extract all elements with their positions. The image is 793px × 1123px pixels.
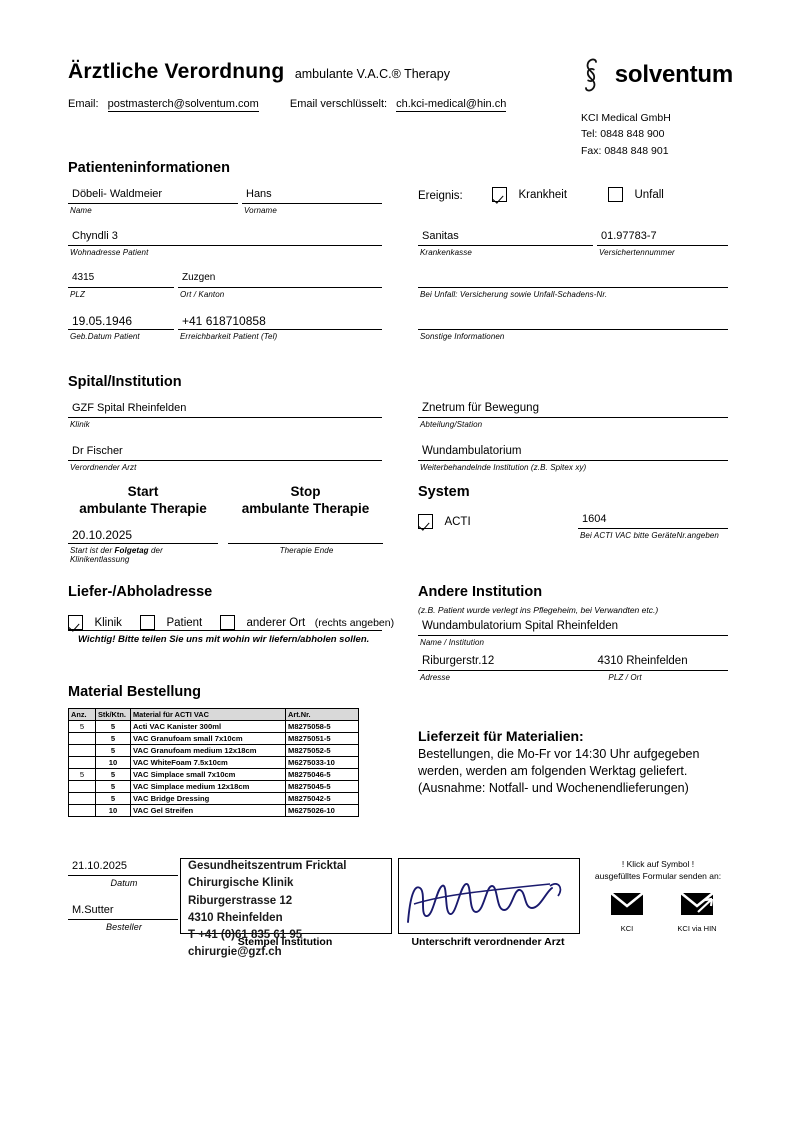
send-kci-label: KCI (620, 924, 634, 933)
klinik-label: Klinik (94, 616, 122, 629)
send-hin-button[interactable] (666, 892, 728, 933)
field-geburtsdatum-value: 19.05.1946 (72, 314, 133, 328)
acti-label: ACTI (444, 515, 471, 528)
cell-stk: 10 (96, 757, 131, 769)
material-table-body (69, 721, 359, 817)
patient-label: Patient (166, 616, 203, 629)
field-weiterbehandelnde-institution[interactable] (418, 445, 728, 472)
table-row[interactable] (69, 805, 359, 817)
field-wohnadresse[interactable] (68, 230, 382, 257)
patient-checkbox-icon[interactable] (140, 615, 155, 630)
other-institution-subtitle: (z.B. Patient wurde verlegt ins Pflegeheim, bei Verwandten etc.) (418, 605, 659, 615)
cell-artnr: M8275046-5 (286, 769, 359, 781)
field-krankenkasse-value: Sanitas (422, 230, 459, 242)
mail-icon[interactable] (598, 892, 656, 921)
table-row[interactable] (69, 757, 359, 769)
field-andere-institution-name-value: Wundambulatorium Spital Rheinfelden (422, 620, 619, 632)
table-header-row (69, 709, 359, 721)
cell-stk: 5 (96, 781, 131, 793)
system-section-title: System (418, 484, 470, 500)
field-andere-institution-adresse-caption (418, 671, 728, 682)
field-versichertennummer-value: 01.97783-7 (601, 230, 657, 242)
field-telefon-caption: Erreichbarkeit Patient (Tel) (180, 332, 278, 341)
field-abteilung[interactable] (418, 402, 728, 429)
checkbox-acti[interactable] (418, 513, 471, 531)
stamp-line-3: Riburgerstrasse 12 (188, 894, 293, 907)
field-unfallversicherung-value (418, 272, 728, 287)
stamp-line-2: Chirurgische Klinik (188, 877, 294, 890)
field-krankenkasse-caption: Krankenkasse (420, 248, 472, 257)
signature-caption: Unterschrift verordnender Arzt (411, 936, 565, 948)
field-andere-institution-adresse-value (418, 655, 728, 670)
cell-anz[interactable]: 5 (69, 769, 96, 781)
adresse-caption: Adresse (420, 673, 451, 682)
stamp-line-5: T +41 (0)61 835 61 95 (188, 929, 303, 941)
stamp-line-4: 4310 Rheinfelden (188, 911, 283, 924)
lieferzeit-line3: (Ausnahme: Notfall- und Wochenendlieferungen) (418, 780, 689, 795)
cell-anz[interactable] (69, 757, 96, 769)
cell-artnr: M6275033-10 (286, 757, 359, 769)
send-note-line2: ausgefülltes Formular senden an: (594, 871, 722, 882)
field-andere-institution-adresse[interactable] (418, 655, 728, 682)
field-abteilung-caption: Abteilung/Station (420, 420, 483, 429)
table-row[interactable] (69, 793, 359, 805)
field-datum-value: 21.10.2025 (72, 860, 128, 872)
field-abteilung-value: Znetrum für Bewegung (422, 402, 539, 414)
delivery-rule (68, 630, 382, 631)
cell-artnr: M8275042-5 (286, 793, 359, 805)
stop-heading (228, 484, 383, 518)
form-sheet (60, 40, 733, 970)
field-therapie-ende-caption: Therapie Ende (279, 546, 334, 555)
patient-section-title: Patienteninformationen (68, 160, 230, 176)
adresse-value: Riburgerstr.12 (422, 655, 495, 667)
anderer-ort-checkbox-icon[interactable] (220, 615, 235, 630)
material-section-title: Material Bestellung (68, 684, 201, 700)
field-datum[interactable] (68, 860, 178, 888)
company-tel: Tel: 0848 848 900 (581, 128, 665, 141)
delivery-section-title: Liefer-/Abholadresse (68, 584, 213, 600)
table-row[interactable] (69, 745, 359, 757)
field-vorname[interactable] (242, 188, 382, 215)
field-plz[interactable] (68, 272, 174, 299)
col-artnr: Art.Nr. (286, 709, 359, 721)
cell-anz[interactable] (69, 805, 96, 817)
field-name-value: Döbeli- Waldmeier (72, 188, 163, 200)
anderer-ort-hint: (rechts angeben) (314, 616, 395, 629)
field-arzt[interactable] (68, 445, 382, 472)
field-sonstige-informationen[interactable] (418, 314, 728, 341)
field-weiterbehandelnde-value: Wundambulatorium (422, 445, 522, 457)
plz-ort-caption: PLZ / Ort (608, 673, 642, 682)
checkbox-unfall[interactable] (608, 186, 664, 204)
field-unfallversicherung-caption: Bei Unfall: Versicherung sowie Unfall-Schadens-Nr. (420, 290, 608, 299)
send-hin-label: KCI via HIN (677, 924, 717, 933)
send-kci-button[interactable] (598, 892, 656, 933)
field-vorname-caption: Vorname (244, 206, 277, 215)
stamp-line-6: chirurgie@gzf.ch (188, 946, 282, 959)
field-vorname-value: Hans (246, 188, 272, 200)
col-material: Material für ACTI VAC (131, 709, 286, 721)
cell-artnr: M8275052-5 (286, 745, 359, 757)
field-plz-value: 4315 (72, 272, 95, 283)
cell-anz[interactable] (69, 793, 96, 805)
solventum-mark-icon (576, 58, 606, 92)
krankheit-checkbox-icon[interactable] (492, 187, 507, 202)
cell-anz[interactable] (69, 745, 96, 757)
email-row (68, 98, 506, 110)
cell-material: VAC Granufoam medium 12x18cm (131, 745, 286, 757)
table-row[interactable] (69, 733, 359, 745)
email-encrypted-link[interactable]: ch.kci-medical@hin.ch (396, 98, 507, 110)
start-heading-line1: Start (127, 484, 159, 499)
field-geburtsdatum-caption: Geb.Datum Patient (70, 332, 140, 341)
col-stk: Stk/Ktn. (96, 709, 131, 721)
company-address (581, 110, 731, 159)
cell-anz[interactable]: 5 (69, 721, 96, 733)
field-therapie-start[interactable] (68, 528, 218, 564)
mail-send-icon[interactable] (666, 892, 728, 921)
stamp-caption: Stempel Institution (237, 936, 333, 948)
cell-stk: 5 (96, 769, 131, 781)
table-row[interactable] (69, 721, 359, 733)
cell-stk: 5 (96, 793, 131, 805)
field-geraetenummer-caption: Bei ACTI VAC bitte GeräteNr.angeben (580, 531, 719, 540)
signature-image (400, 862, 576, 930)
field-weiterbehandelnde-caption: Weiterbehandelnde Institution (z.B. Spitex xy) (420, 463, 587, 472)
page-title: Ärztliche Verordnung (68, 60, 285, 83)
lieferzeit-line1: Bestellungen, die Mo-Fr vor 14:30 Uhr aufgegeben (418, 747, 700, 761)
cell-stk: 5 (96, 745, 131, 757)
cell-material: VAC Granufoam small 7x10cm (131, 733, 286, 745)
cell-artnr: M8275058-5 (286, 721, 359, 733)
cell-stk: 5 (96, 733, 131, 745)
field-arzt-caption: Verordnender Arzt (70, 463, 137, 472)
klinik-checkbox-icon[interactable] (68, 615, 83, 630)
field-wohnadresse-value: Chyndli 3 (72, 230, 118, 242)
cell-material: VAC Gel Streifen (131, 805, 286, 817)
cell-anz[interactable] (69, 733, 96, 745)
email-label: Email: (68, 98, 99, 110)
field-ort-caption: Ort / Kanton (180, 290, 225, 299)
field-versichertennummer-caption: Versichertennummer (599, 248, 675, 257)
spital-section-title: Spital/Institution (68, 374, 182, 390)
field-andere-institution-name[interactable] (418, 620, 728, 647)
field-andere-institution-name-caption: Name / Institution (420, 638, 485, 647)
field-besteller-caption: Besteller (106, 922, 142, 932)
stamp-line-1: Gesundheitszentrum Fricktal (188, 860, 347, 872)
field-name[interactable] (68, 188, 238, 215)
material-table (68, 708, 359, 817)
cell-material: Acti VAC Kanister 300ml (131, 721, 286, 733)
cell-material: VAC Simplace small 7x10cm (131, 769, 286, 781)
solventum-logo (576, 58, 733, 92)
cell-material: VAC WhiteFoam 7.5x10cm (131, 757, 286, 769)
field-ort-value: Zuzgen (182, 272, 216, 283)
field-wohnadresse-caption: Wohnadresse Patient (70, 248, 149, 257)
field-telefon[interactable] (178, 314, 382, 341)
field-klinik[interactable] (68, 402, 382, 429)
lieferzeit-block (418, 728, 738, 797)
cell-material: VAC Simplace medium 12x18cm (131, 781, 286, 793)
plz-ort-value: 4310 Rheinfelden (597, 655, 688, 667)
acti-checkbox-icon[interactable] (418, 514, 433, 529)
lieferzeit-title: Lieferzeit für Materialien: (418, 728, 584, 744)
cell-material: VAC Bridge Dressing (131, 793, 286, 805)
cell-stk: 5 (96, 721, 131, 733)
stop-heading-line1: Stop (290, 484, 321, 499)
field-datum-caption: Datum (110, 878, 138, 888)
start-heading-line2: ambulante Therapie (79, 500, 207, 516)
other-institution-title: Andere Institution (418, 584, 543, 600)
field-besteller[interactable] (68, 904, 178, 932)
field-geraetenummer[interactable] (578, 513, 728, 540)
delivery-note: Wichtig! Bitte teilen Sie uns mit wohin wir liefern/abholen sollen. (78, 634, 370, 645)
field-name-caption: Name (70, 206, 92, 215)
field-telefon-value: +41 618710858 (182, 314, 266, 328)
field-plz-caption: PLZ (70, 290, 85, 299)
field-therapie-ende[interactable] (228, 528, 383, 555)
brand-name: solventum (614, 61, 733, 88)
anderer-ort-label: anderer Ort (246, 616, 306, 629)
send-note (588, 858, 728, 883)
field-klinik-value: GZF Spital Rheinfelden (72, 402, 187, 414)
field-sonstige-caption: Sonstige Informationen (420, 332, 505, 341)
event-label: Ereignis: (418, 190, 463, 202)
cell-artnr: M8275045-5 (286, 781, 359, 793)
field-therapie-start-caption: Start ist der Folgetag der Klinikentlassung (70, 546, 163, 564)
field-therapie-start-value: 20.10.2025 (72, 528, 133, 542)
table-row[interactable] (69, 781, 359, 793)
send-note-line1: ! Klick auf Symbol ! (621, 859, 695, 869)
cell-stk: 10 (96, 805, 131, 817)
page-subtitle: ambulante V.A.C.® Therapy (294, 67, 450, 81)
col-anz: Anz. (69, 709, 96, 721)
field-versichertennummer[interactable] (597, 230, 728, 257)
checkbox-krankheit[interactable] (492, 186, 567, 204)
email-link[interactable]: postmasterch@solventum.com (107, 98, 259, 110)
field-besteller-value: M.Sutter (72, 904, 114, 916)
company-name: KCI Medical GmbH (581, 112, 671, 124)
field-krankenkasse[interactable] (418, 230, 593, 257)
start-heading (68, 484, 218, 518)
email-encrypted-label: Email verschlüsselt: (289, 98, 388, 110)
cell-artnr: M6275026-10 (286, 805, 359, 817)
unfall-checkbox-icon[interactable] (608, 187, 623, 202)
field-geburtsdatum[interactable] (68, 314, 174, 341)
stop-heading-line2: ambulante Therapie (241, 500, 370, 516)
field-sonstige-value (418, 314, 728, 329)
material-table-wrap (68, 708, 359, 817)
lieferzeit-line2: werden, werden am folgenden Werktag geliefert. (418, 763, 688, 778)
unfall-label: Unfall (634, 188, 664, 201)
field-therapie-ende-value (228, 528, 383, 543)
table-row[interactable] (69, 769, 359, 781)
cell-artnr: M8275051-5 (286, 733, 359, 745)
field-arzt-value: Dr Fischer (72, 445, 123, 457)
field-ort[interactable] (178, 272, 382, 299)
field-geraetenummer-value: 1604 (582, 513, 607, 525)
krankheit-label: Krankheit (518, 188, 568, 201)
field-unfallversicherung[interactable] (418, 272, 728, 299)
cell-anz[interactable] (69, 781, 96, 793)
field-klinik-caption: Klinik (70, 420, 90, 429)
company-fax: Fax: 0848 848 901 (581, 144, 669, 157)
